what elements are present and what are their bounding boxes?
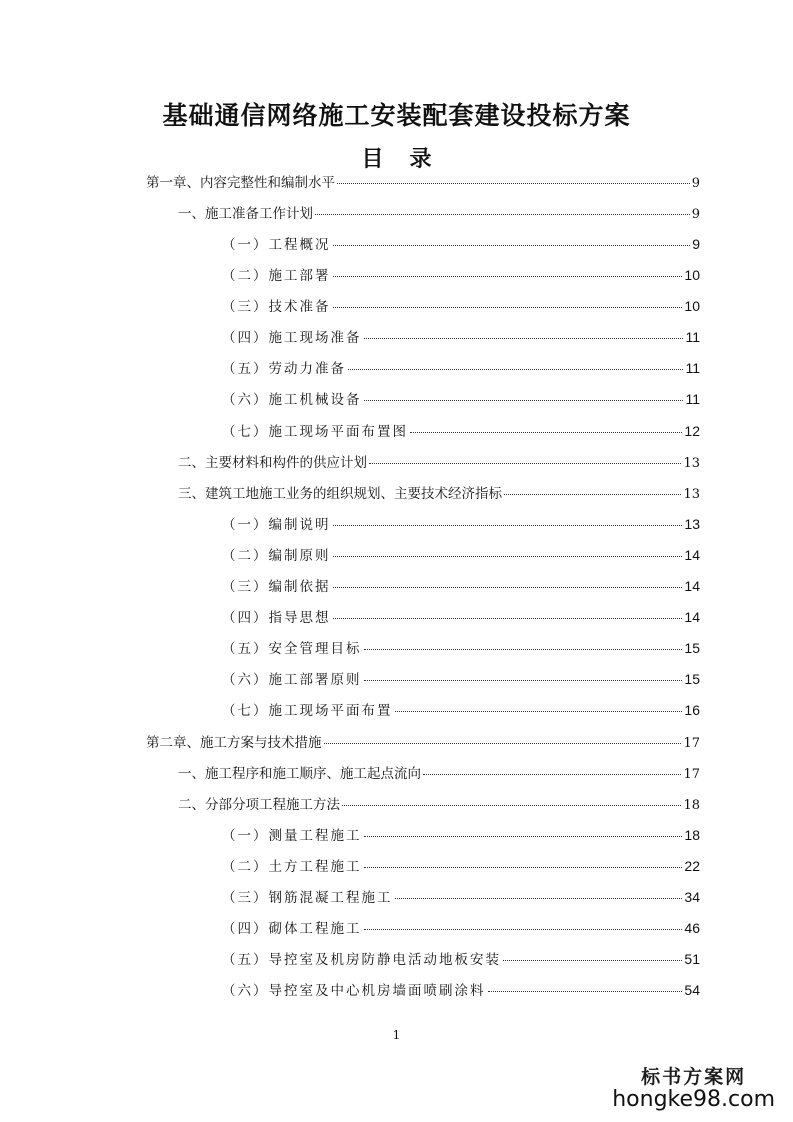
toc-heading-left: 目 [361,147,384,172]
toc-entry-page: 9 [691,176,700,191]
toc-entry[interactable] [178,202,700,222]
toc-entry[interactable] [222,513,700,533]
toc-entry-label: 二、分部分项工程施工方法 [178,797,340,813]
toc-entry[interactable] [222,544,700,564]
toc-leader [337,183,690,184]
toc-entry[interactable] [222,420,700,440]
toc-leader [333,525,683,526]
toc-entry-page: 15 [684,671,700,687]
toc-entry-page: 46 [684,920,700,936]
toc-entry-label: （一）编制说明 [222,517,331,533]
toc-entry-label: （二）施工部署 [222,268,331,284]
toc-leader [348,369,683,370]
watermark-name: 标书方案网 [641,1066,747,1088]
toc-entry[interactable] [222,575,700,595]
toc-entry-page: 15 [684,640,700,656]
toc-leader [395,711,683,712]
toc-entry-page: 14 [684,547,700,563]
document-title: 基础通信网络施工安装配套建设投标方案 [162,101,631,130]
toc-leader [333,245,691,246]
toc-entry[interactable] [222,233,700,253]
toc-leader [315,214,690,215]
toc-entry[interactable] [222,637,700,657]
toc-entry[interactable] [146,171,700,191]
toc-entry-label: （七）施工现场平面布置图 [222,424,408,440]
toc-entry-page: 34 [684,889,700,905]
toc-leader [364,680,683,681]
toc-entry[interactable] [178,482,700,502]
toc-entry[interactable] [222,264,700,284]
toc-entry[interactable] [222,948,700,968]
toc-leader [364,649,683,650]
toc-entry-page: 14 [684,609,700,625]
toc-entry-page: 9 [692,236,700,252]
toc-entry-page: 10 [684,267,700,283]
toc-entry[interactable] [222,979,700,999]
toc-entry[interactable] [146,731,700,751]
toc-entry-label: （三）编制依据 [222,579,331,595]
toc-entry-label: （七）施工现场平面布置 [222,703,393,719]
toc-entry-label: （六）施工部署原则 [222,672,362,688]
toc-entry[interactable] [178,793,700,813]
toc-entry-page: 18 [683,798,700,813]
toc-leader [369,463,681,464]
toc-leader [333,618,683,619]
toc-entry[interactable] [222,855,700,875]
toc-entry-page: 18 [684,827,700,843]
toc-entry[interactable] [222,668,700,688]
toc-entry-page: 11 [685,391,700,407]
toc-leader [333,587,683,588]
toc-entry[interactable] [222,699,700,719]
toc-leader [364,836,683,837]
toc-leader [333,556,683,557]
toc-entry[interactable] [222,886,700,906]
toc-entry-label: （四）砌体工程施工 [222,921,362,937]
toc-leader [410,432,682,433]
toc-entry-page: 16 [684,702,700,718]
toc-entry-label: 一、施工程序和施工顺序、施工起点流向 [178,766,421,782]
toc-leader [324,743,682,744]
toc-leader [395,898,683,899]
toc-entry-label: 一、施工准备工作计划 [178,206,313,222]
toc-entry-label: 第一章、内容完整性和编制水平 [146,175,335,191]
toc-entry-label: （四）施工现场准备 [222,330,362,346]
toc-entry[interactable] [178,451,700,471]
toc-entry-page: 13 [683,456,700,471]
toc-entry-page: 17 [683,736,700,751]
toc-entry-label: （二）编制原则 [222,548,331,564]
toc-entry[interactable] [222,606,700,626]
toc-entry-page: 17 [683,767,700,782]
toc-leader [333,307,683,308]
toc-leader [504,494,681,495]
toc-entry[interactable] [222,917,700,937]
toc-entry-label: （三）钢筋混凝工程施工 [222,890,393,906]
toc-heading [0,142,793,173]
toc-entry-label: 三、建筑工地施工业务的组织规划、主要技术经济指标 [178,486,502,502]
page-number: 1 [392,1028,401,1042]
toc-entry-page: 13 [683,487,700,502]
toc-entry[interactable] [222,357,700,377]
toc-leader [503,960,682,961]
toc-leader [488,991,683,992]
toc-entry-page: 14 [684,578,700,594]
toc-entry-page: 54 [684,982,700,998]
toc-leader [364,929,683,930]
toc-leader [364,338,684,339]
toc-entry-label: 第二章、施工方案与技术措施 [146,735,322,751]
toc-entry-label: （五）导控室及机房防静电活动地板安装 [222,952,501,968]
toc-leader [423,774,681,775]
toc-entry-page: 12 [684,423,700,439]
toc-entry-page: 9 [691,207,700,222]
toc-entry-page: 51 [684,951,700,967]
toc-entry-page: 22 [684,858,700,874]
toc-leader [364,867,683,868]
toc-entry[interactable] [222,824,700,844]
toc-entry-label: （二）土方工程施工 [222,859,362,875]
toc-entry[interactable] [222,295,700,315]
toc-entry-page: 11 [685,329,700,345]
toc-leader [333,276,683,277]
toc-entry-page: 10 [684,298,700,314]
toc-leader [364,400,684,401]
watermark-url: hongke98.com [612,1087,775,1112]
toc-entry-label: （一）工程概况 [222,237,331,253]
toc-entry-page: 11 [685,360,700,376]
toc-entry-label: 二、主要材料和构件的供应计划 [178,455,367,471]
toc-leader [342,805,681,806]
toc-entry[interactable] [178,762,700,782]
site-watermark [612,1062,775,1112]
toc-entry[interactable] [222,388,700,408]
toc-heading-right: 录 [409,147,432,172]
toc-entry-label: （六）导控室及中心机房墙面喷刷涂料 [222,983,486,999]
toc-entry-page: 13 [684,516,700,532]
toc-entry-label: （四）指导思想 [222,610,331,626]
toc-entry-label: （五）劳动力准备 [222,361,346,377]
toc-entry[interactable] [222,326,700,346]
toc-entry-label: （六）施工机械设备 [222,392,362,408]
toc-entry-label: （五）安全管理目标 [222,641,362,657]
toc-entry-label: （一）测量工程施工 [222,828,362,844]
toc-entry-label: （三）技术准备 [222,299,331,315]
